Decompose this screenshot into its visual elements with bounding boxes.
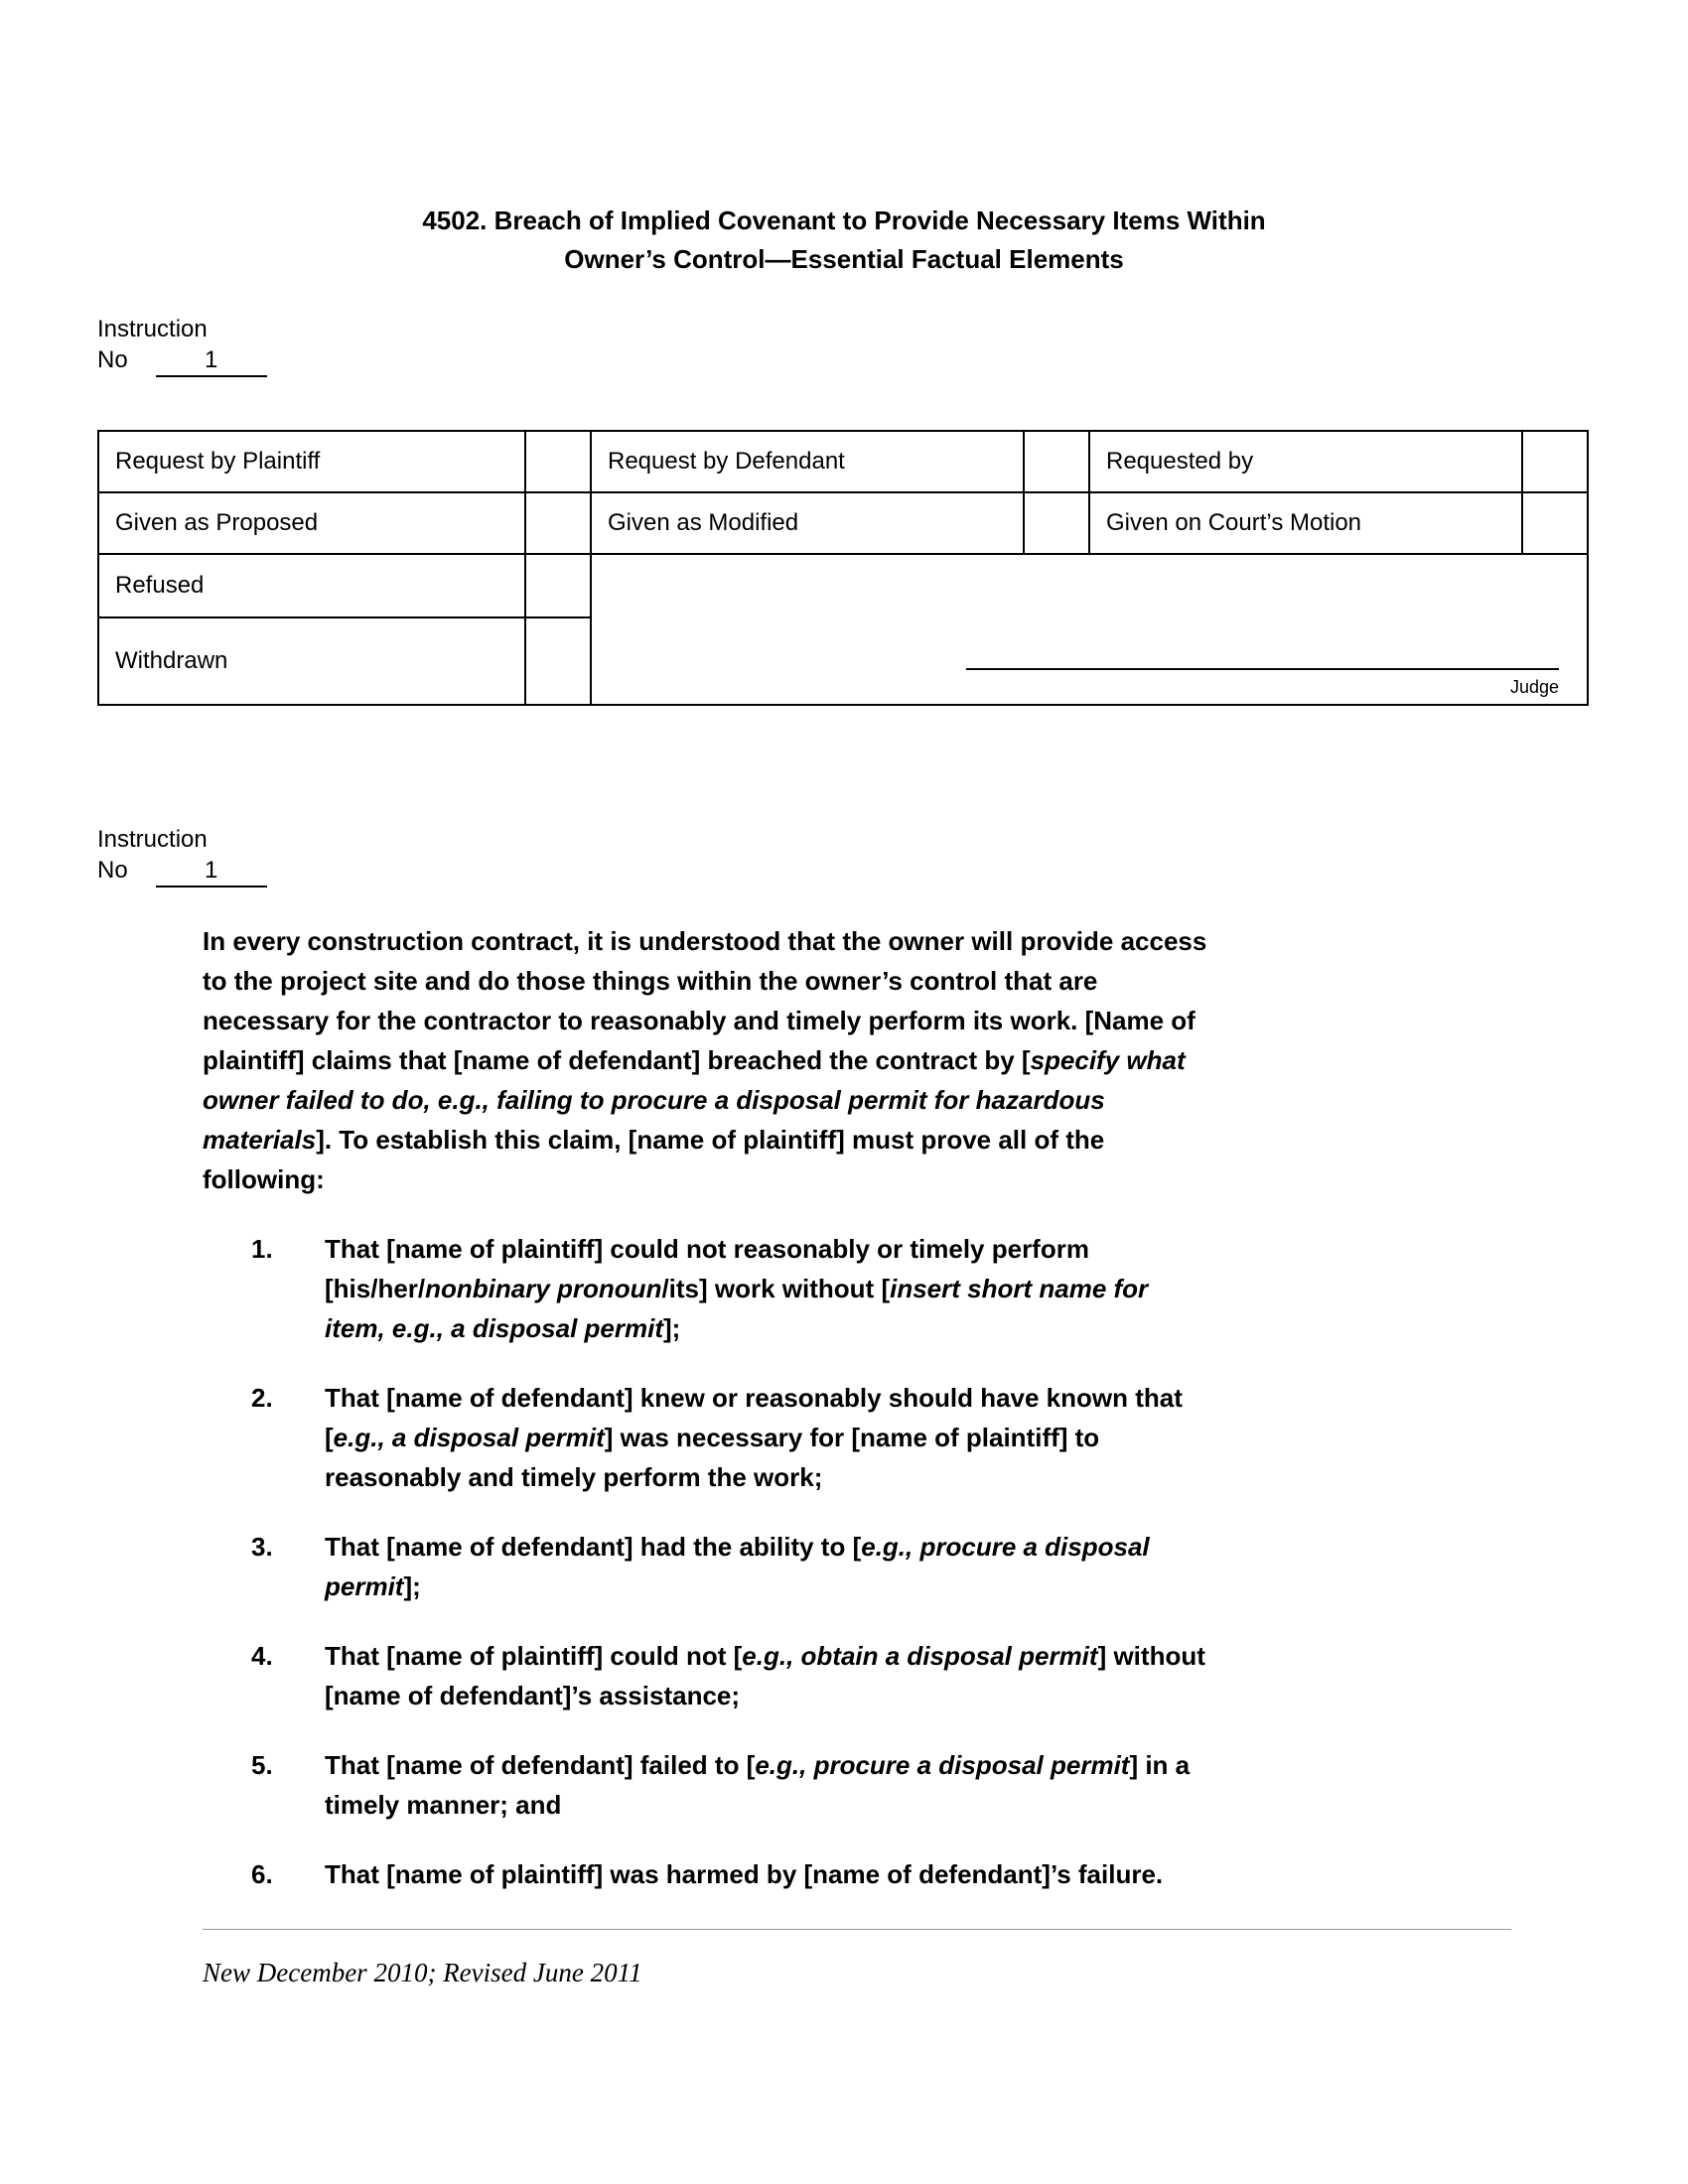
instruction-no-row	[97, 855, 267, 887]
item-number: 5.	[251, 1750, 273, 1780]
list-item-3	[203, 1527, 1613, 1606]
checkbox-refused	[525, 554, 591, 617]
instruction-word: Instruction	[97, 826, 208, 853]
list-item-2	[203, 1378, 1613, 1497]
checkbox-given-as-proposed	[525, 492, 591, 554]
page-title-line-1: 4502. Breach of Implied Covenant to Provide Necessary Items Within	[422, 205, 1266, 235]
table-row	[98, 554, 1588, 617]
footer-divider	[203, 1929, 1511, 1930]
cell-given-as-proposed: Given as Proposed	[98, 492, 525, 554]
judge-label: Judge	[1509, 677, 1559, 697]
revision-note: New December 2010; Revised June 2011	[203, 1958, 642, 1987]
no-word: No	[97, 346, 128, 373]
table-row	[98, 492, 1588, 554]
no-word: No	[97, 857, 128, 884]
item-text: That [name of defendant] failed to [e.g., procure a disposal permit] in a timely manner; and	[325, 1750, 1191, 1820]
instruction-number-block-top	[97, 314, 267, 377]
checkbox-requested-by	[1522, 431, 1588, 492]
instruction-disposition-table	[97, 430, 1589, 706]
item-text: That [name of defendant] had the ability to [e.g., procure a disposal permit];	[325, 1532, 1150, 1601]
page-title-line-2: Owner’s Control—Essential Factual Elements	[564, 244, 1124, 274]
table-row	[98, 431, 1588, 492]
item-number: 1.	[251, 1234, 273, 1264]
cell-given-on-courts-motion: Given on Court’s Motion	[1089, 492, 1522, 554]
item-text: That [name of plaintiff] was harmed by [name of defendant]’s failure.	[325, 1859, 1164, 1889]
cell-request-by-defendant: Request by Defendant	[591, 431, 1024, 492]
intro-paragraph: In every construction contract, it is understood that the owner will provide access to the project site and do those things within the owner’s control that are necessary for the contractor to reasonably and timely perform its work. [Name of plaintiff] claims that [name of defendant] breached the contract by [specify what owner failed to do, e.g., failing to procure a disposal permit for hazardous materials]. To establish this claim, [name of plaintiff] must prove all of the following:	[203, 926, 1207, 1194]
cell-refused: Refused	[98, 554, 525, 617]
instruction-number-field	[156, 344, 267, 377]
instruction-body	[203, 921, 1613, 1894]
checkbox-given-on-courts-motion	[1522, 492, 1588, 554]
item-number: 2.	[251, 1383, 273, 1413]
checkbox-withdrawn	[525, 617, 591, 705]
list-item-1	[203, 1229, 1613, 1348]
checkbox-request-by-defendant	[1024, 431, 1089, 492]
judge-signature-cell	[591, 554, 1588, 705]
instruction-number-field	[156, 855, 267, 887]
list-item-6	[203, 1854, 1613, 1894]
instruction-number-value: 1	[205, 346, 218, 373]
item-text: That [name of defendant] knew or reasonably should have known that [e.g., a disposal permit] was necessary for [name of plaintiff] to reasonably and timely perform the work;	[325, 1383, 1183, 1492]
item-number: 6.	[251, 1859, 273, 1889]
cell-requested-by: Requested by	[1089, 431, 1522, 492]
cell-request-by-plaintiff: Request by Plaintiff	[98, 431, 525, 492]
instruction-word: Instruction	[97, 316, 208, 342]
instruction-number-block-bottom	[97, 824, 267, 887]
checkbox-request-by-plaintiff	[525, 431, 591, 492]
list-item-5	[203, 1745, 1613, 1825]
instruction-no-row	[97, 344, 267, 377]
page-title	[0, 202, 1688, 279]
item-text: That [name of plaintiff] could not [e.g., obtain a disposal permit] without [name of defendant]’s assistance;	[325, 1641, 1205, 1710]
instruction-number-value: 1	[205, 857, 218, 884]
list-item-4	[203, 1636, 1613, 1715]
judge-signature-line	[966, 668, 1559, 670]
item-text: That [name of plaintiff] could not reasonably or timely perform [his/her/nonbinary pronoun/its] work without [insert short name for item, e.g., a disposal permit];	[325, 1234, 1149, 1343]
cell-withdrawn: Withdrawn	[98, 617, 525, 705]
cell-given-as-modified: Given as Modified	[591, 492, 1024, 554]
checkbox-given-as-modified	[1024, 492, 1089, 554]
item-number: 3.	[251, 1532, 273, 1562]
item-number: 4.	[251, 1641, 273, 1671]
